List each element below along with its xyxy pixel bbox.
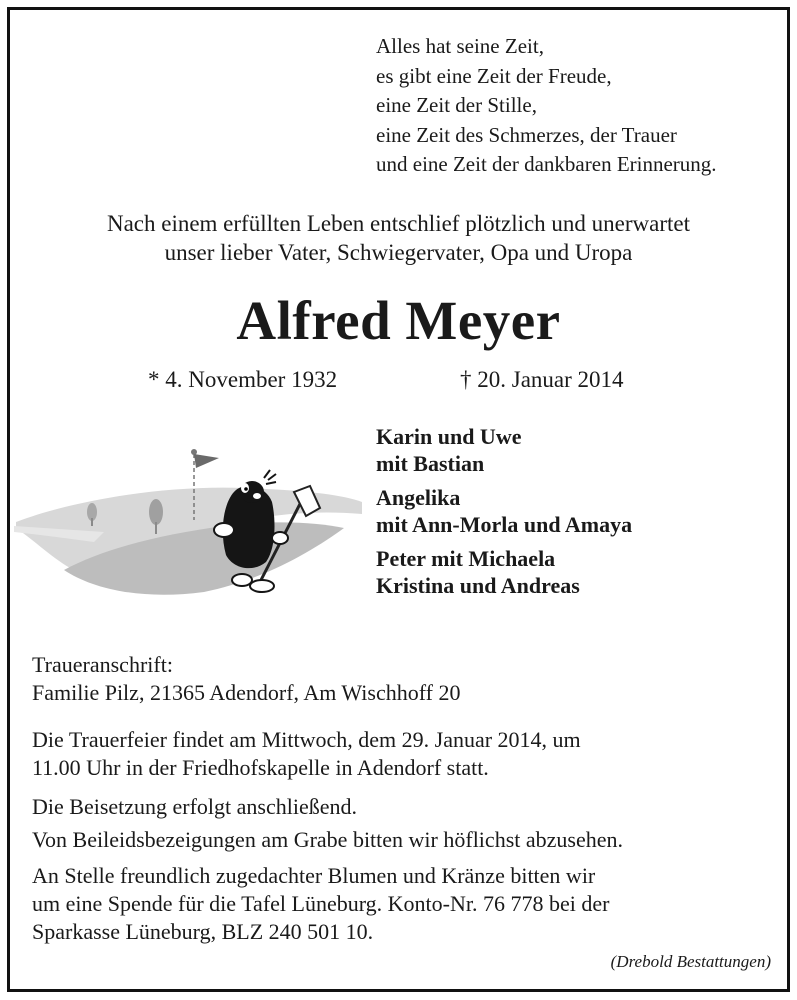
poem-line: Alles hat seine Zeit, (376, 34, 544, 58)
address-label: Traueranschrift: (32, 652, 173, 677)
mourner-group (376, 423, 632, 477)
donation-line: An Stelle freundlich zugedachter Blumen und Kränze bitten wir (32, 863, 596, 888)
death-date: † 20. Januar 2014 (460, 367, 624, 392)
undertaker-credit: (Drebold Bestattungen) (610, 952, 771, 971)
poem-line: und eine Zeit der dankbaren Erinnerung. (376, 152, 717, 176)
golf-mole-illustration (14, 430, 364, 600)
mourner-group (376, 545, 632, 599)
intro-text (10, 209, 787, 267)
donation-line: um eine Spende für die Tafel Lüneburg. Konto-Nr. 76 778 bei der (32, 891, 610, 916)
poem-line: eine Zeit der Stille, (376, 93, 537, 117)
obituary-notice (7, 7, 790, 992)
condolence-note: Von Beileidsbezeigungen am Grabe bitten wir höflichst abzusehen. (32, 827, 623, 852)
poem-line: eine Zeit des Schmerzes, der Trauer (376, 122, 677, 147)
mourners-list (376, 423, 632, 606)
mourner-line: Karin und Uwe (376, 424, 522, 449)
donation-line: Sparkasse Lüneburg, BLZ 240 501 10. (32, 919, 374, 944)
mourner-line: mit Bastian (376, 451, 485, 476)
intro-line: unser lieber Vater, Schwiegervater, Opa und Uropa (164, 240, 633, 265)
mourner-line: Kristina und Andreas (376, 573, 580, 598)
deceased-name: Alfred Meyer (236, 290, 561, 351)
intro-line: Nach einem erfüllten Leben entschlief plötzlich und unerwartet (106, 211, 691, 236)
poem-line: es gibt eine Zeit der Freude, (376, 63, 612, 88)
burial-note: Die Beisetzung erfolgt anschließend. (32, 794, 358, 819)
mourner-line: mit Ann-Morla und Amaya (376, 512, 633, 537)
service-line: Die Trauerfeier findet am Mittwoch, dem 29. Januar 2014, um (32, 727, 581, 752)
mourner-line: Peter mit Michaela (376, 546, 556, 571)
service-line: 11.00 Uhr in der Friedhofskapelle in Adendorf statt. (32, 755, 489, 780)
birth-date: * 4. November 1932 (148, 367, 338, 392)
mourner-line: Angelika (376, 485, 461, 510)
address-value: Familie Pilz, 21365 Adendorf, Am Wischhoff 20 (32, 680, 461, 705)
poem (376, 32, 717, 180)
mourner-group (376, 484, 632, 538)
